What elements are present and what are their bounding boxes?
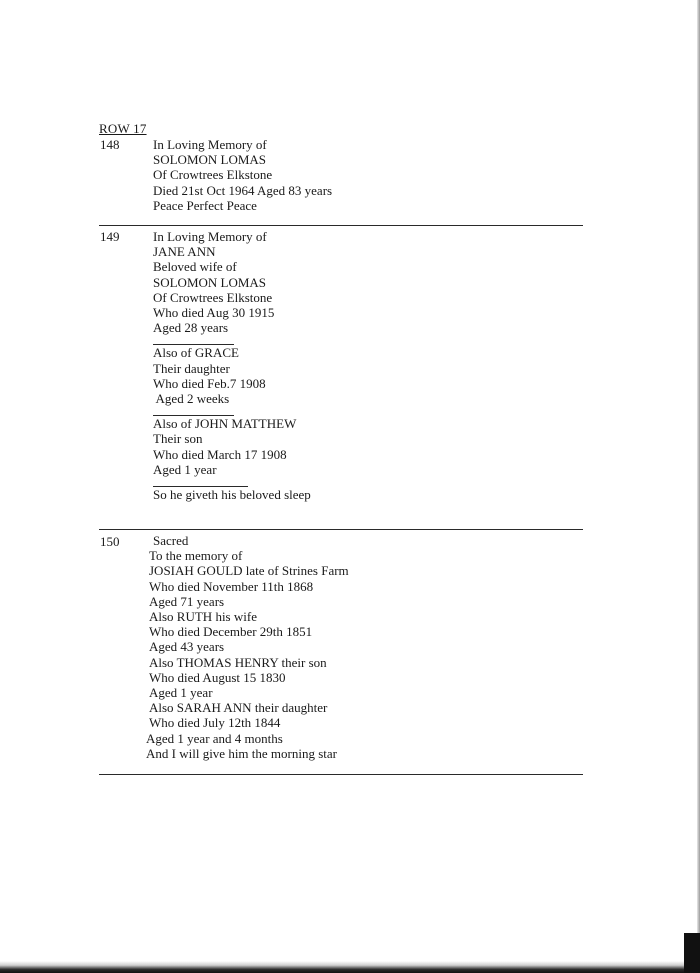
inscription-line: Who died August 15 1830 xyxy=(149,669,286,685)
inscription-line: Aged 2 weeks xyxy=(153,391,230,407)
inscription-line: Aged 1 year xyxy=(153,461,217,477)
row-heading: ROW 17 xyxy=(99,121,147,136)
entry-number-149: 149 xyxy=(100,229,120,244)
scan-edge xyxy=(0,961,700,973)
inscription-line: Also of GRACE xyxy=(153,345,239,361)
inscription-line: In Loving Memory of xyxy=(153,229,267,244)
inscription-line: Of Crowtrees Elkstone xyxy=(153,289,273,305)
inscription-line: Died 21st Oct 1964 Aged 83 years xyxy=(153,182,333,198)
inscription-line: Also RUTH his wife xyxy=(149,609,257,625)
entry-divider xyxy=(99,225,583,226)
inscription-line: Aged 1 year and 4 months xyxy=(146,730,283,746)
inscription-line: Who died July 12th 1844 xyxy=(149,715,281,731)
inscription-line: Also THOMAS HENRY their son xyxy=(149,654,327,670)
inscription-line: SOLOMON LOMAS xyxy=(153,274,267,290)
entry-148-inscription xyxy=(153,137,332,213)
inscription-line: In Loving Memory of xyxy=(153,137,267,152)
entry-divider xyxy=(99,529,583,530)
inscription-line: Who died December 29th 1851 xyxy=(149,624,313,640)
entry-divider xyxy=(99,774,583,775)
inscription-line: Aged 71 years xyxy=(149,593,225,609)
inscription-line: Beloved wife of xyxy=(153,259,237,275)
entry-150-inscription xyxy=(146,533,349,761)
inscription-line: Who died November 11th 1868 xyxy=(149,578,314,594)
inscription-line: Their son xyxy=(153,431,203,447)
inscription-line: Who died Aug 30 1915 xyxy=(153,305,275,321)
inscription-line: Aged 43 years xyxy=(149,639,225,655)
entry-149-inscription xyxy=(153,229,311,502)
inscription-line: Sacred xyxy=(153,533,189,548)
inscription-line: Aged 28 years xyxy=(153,320,229,336)
inscription-line: Who died Feb.7 1908 xyxy=(153,375,266,391)
inscription-line: So he giveth his beloved sleep xyxy=(153,487,311,503)
entry-number-148: 148 xyxy=(100,137,120,152)
inscription-line: JOSIAH GOULD late of Strines Farm xyxy=(149,563,349,579)
inscription-line: Peace Perfect Peace xyxy=(153,197,257,213)
entry-number-150: 150 xyxy=(100,534,120,549)
scan-edge xyxy=(684,933,700,973)
inscription-line: To the memory of xyxy=(149,548,243,564)
inscription-line: And I will give him the morning star xyxy=(146,745,338,761)
inscription-line: Also SARAH ANN their daughter xyxy=(149,700,328,716)
inscription-line: SOLOMON LOMAS xyxy=(153,152,267,168)
inscription-line: Of Crowtrees Elkstone xyxy=(153,167,273,183)
inscription-line: JANE ANN xyxy=(153,244,216,260)
inscription-line: Their daughter xyxy=(153,360,230,376)
inscription-line: Who died March 17 1908 xyxy=(153,446,287,462)
inscription-line: Also of JOHN MATTHEW xyxy=(153,416,297,432)
inscription-line: Aged 1 year xyxy=(149,685,213,701)
